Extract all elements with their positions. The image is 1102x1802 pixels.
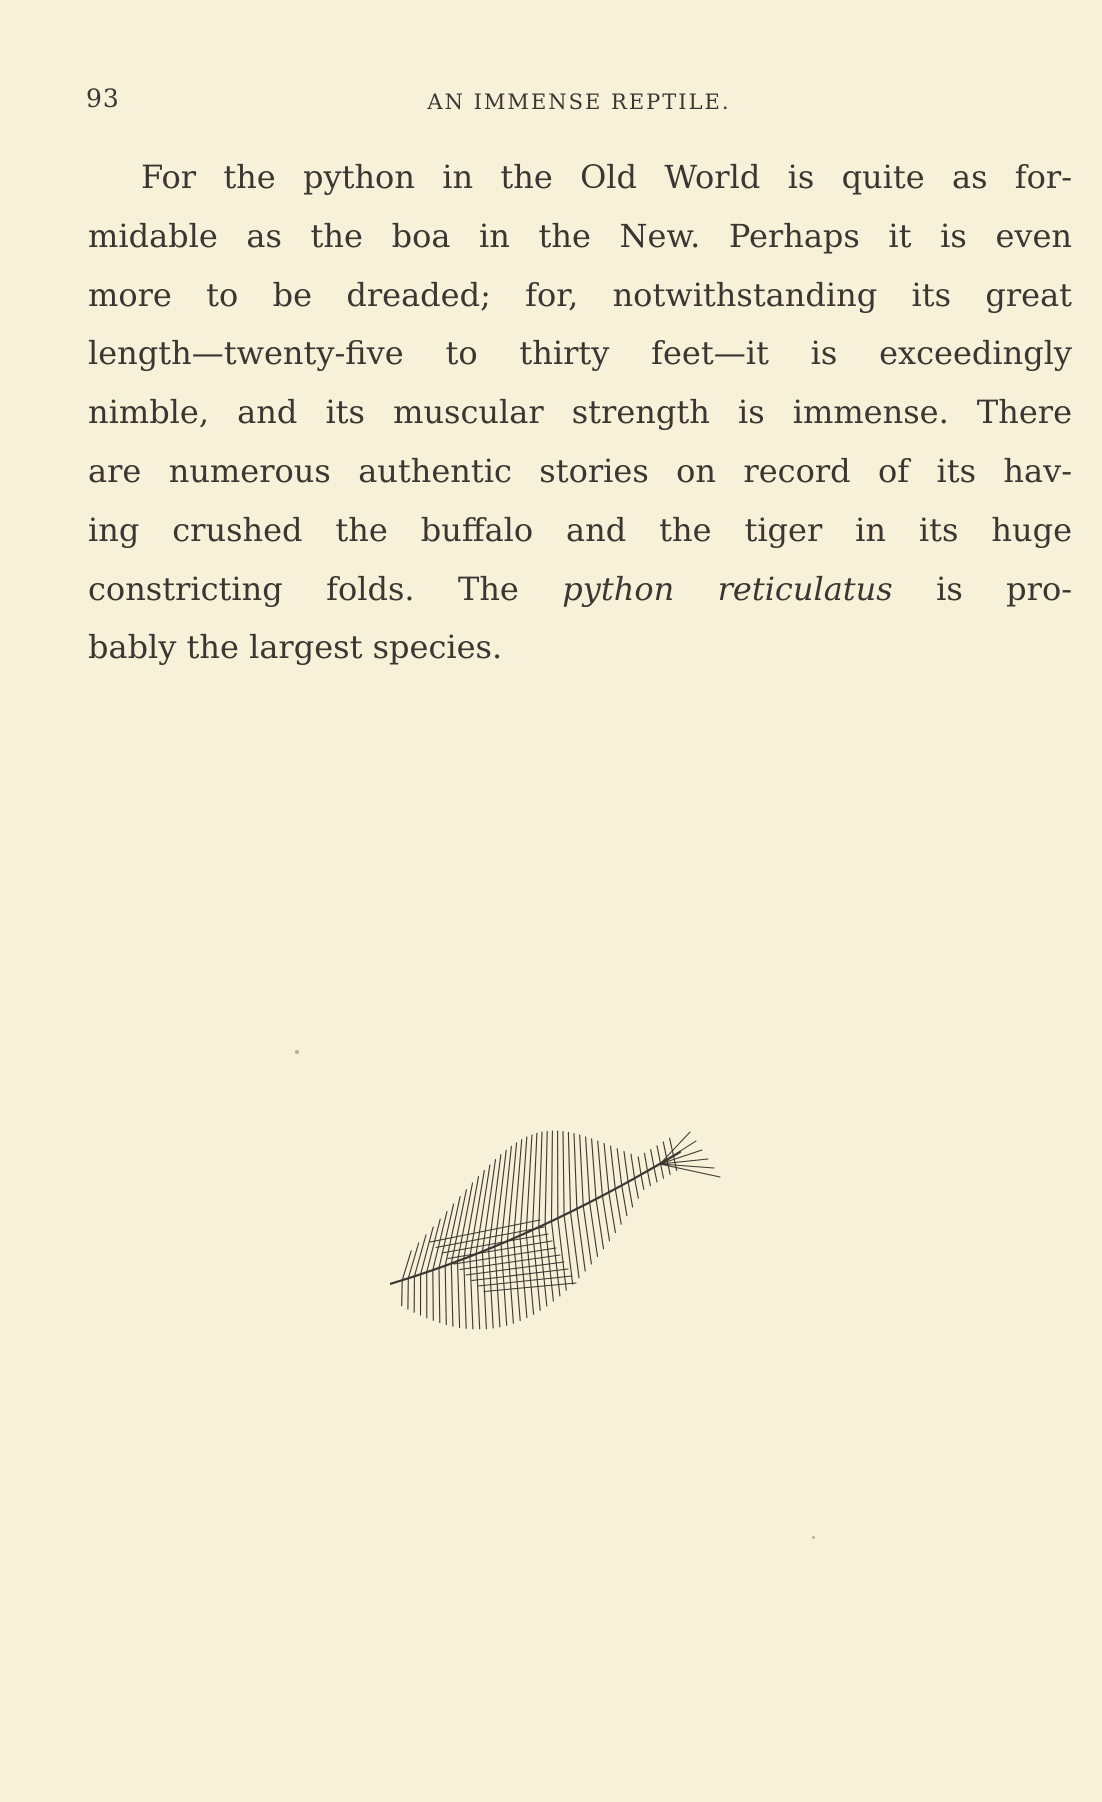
species-name: python reticulatus: [562, 569, 893, 608]
text-line: more to be dreaded; for, notwithstanding its great: [88, 275, 1072, 314]
running-title: AN IMMENSE REPTILE.: [427, 90, 731, 114]
text-segment: constricting folds. The: [88, 569, 563, 608]
text-line: are numerous authentic stories on record of its hav-: [88, 451, 1072, 490]
text-line: nimble, and its muscular strength is immense. There: [88, 393, 1072, 432]
text-line: ing crushed the buffalo and the tiger in its huge: [88, 510, 1072, 549]
text-line: bably the largest species.: [88, 628, 503, 667]
paper-speck: [295, 1050, 299, 1054]
paper-speck: [812, 1536, 815, 1539]
running-head: [86, 84, 1072, 124]
text-line: midable as the boa in the New. Perhaps it is even: [88, 216, 1072, 255]
text-line: For the python in the Old World is quite as for-: [141, 158, 1072, 196]
text-line: length—twenty-five to thirty feet—it is exceedingly: [88, 334, 1072, 373]
text-segment: is pro-: [892, 569, 1073, 608]
text-line: [88, 560, 1072, 619]
body-paragraph: [88, 148, 1072, 677]
fern-frond-ornament: [390, 1092, 780, 1332]
page-number: 93: [86, 84, 120, 113]
